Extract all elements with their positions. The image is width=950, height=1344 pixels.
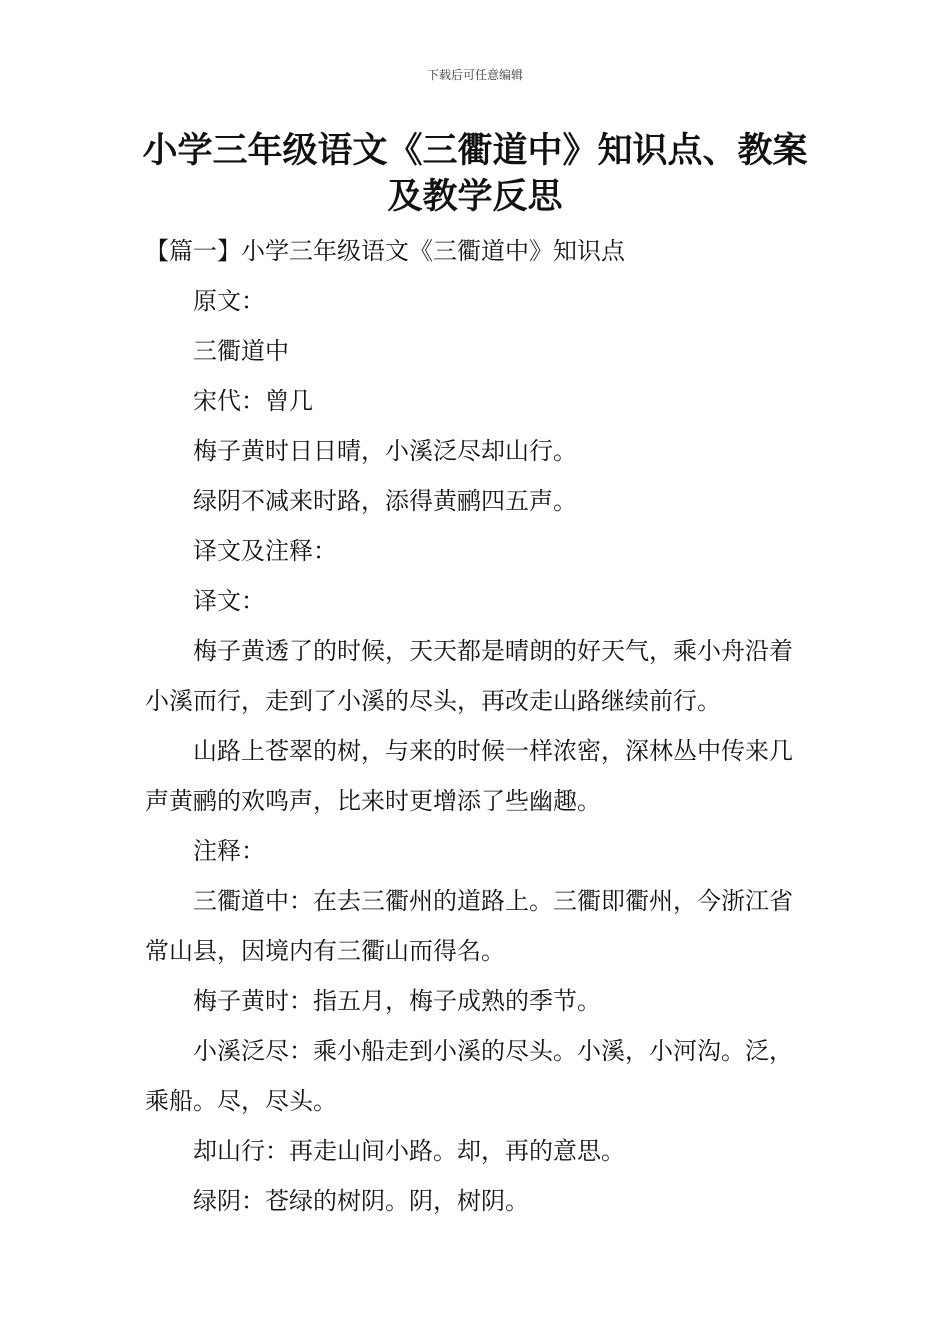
poem-line: 梅子黄时日日晴，小溪泛尽却山行。 <box>193 437 577 465</box>
poem-title: 三衢道中 <box>193 337 289 365</box>
note-paragraph: 绿阴：苍绿的树阴。阴，树阴。 <box>193 1187 529 1215</box>
paragraph: 注释： <box>193 837 265 865</box>
paragraph: 译文： <box>193 587 265 615</box>
note-paragraph: 三衢道中：在去三衢州的道路上。三衢即衢州，今浙江省常山县，因境内有三衢山而得名。 <box>145 887 793 965</box>
note-paragraph: 梅子黄时：指五月，梅子成熟的季节。 <box>193 987 601 1015</box>
poem-line: 绿阴不减来时路，添得黄鹂四五声。 <box>193 487 577 515</box>
note-paragraph: 小溪泛尽：乘小船走到小溪的尽头。小溪，小河沟。泛，乘船。尽，尽头。 <box>145 1037 793 1115</box>
section-heading: 【篇一】小学三年级语文《三衢道中》知识点 <box>145 237 625 265</box>
header-note: 下载后可任意编辑 <box>426 68 523 82</box>
paragraph: 原文： <box>193 287 265 315</box>
note-paragraph: 却山行：再走山间小路。却，再的意思。 <box>193 1137 625 1165</box>
paragraph: 译文及注释： <box>193 537 337 565</box>
translation-paragraph: 山路上苍翠的树，与来的时候一样浓密，深林丛中传来几声黄鹂的欢鸣声，比来时更增添了些幽趣。 <box>145 737 793 815</box>
document-title: 小学三年级语文《三衢道中》知识点、教案及教学反思 <box>142 131 808 217</box>
document-body <box>145 226 815 1226</box>
poem-author: 宋代：曾几 <box>193 387 313 415</box>
translation-paragraph: 梅子黄透了的时候，天天都是晴朗的好天气，乘小舟沿着小溪而行，走到了小溪的尽头，再改走山路继续前行。 <box>145 637 793 715</box>
